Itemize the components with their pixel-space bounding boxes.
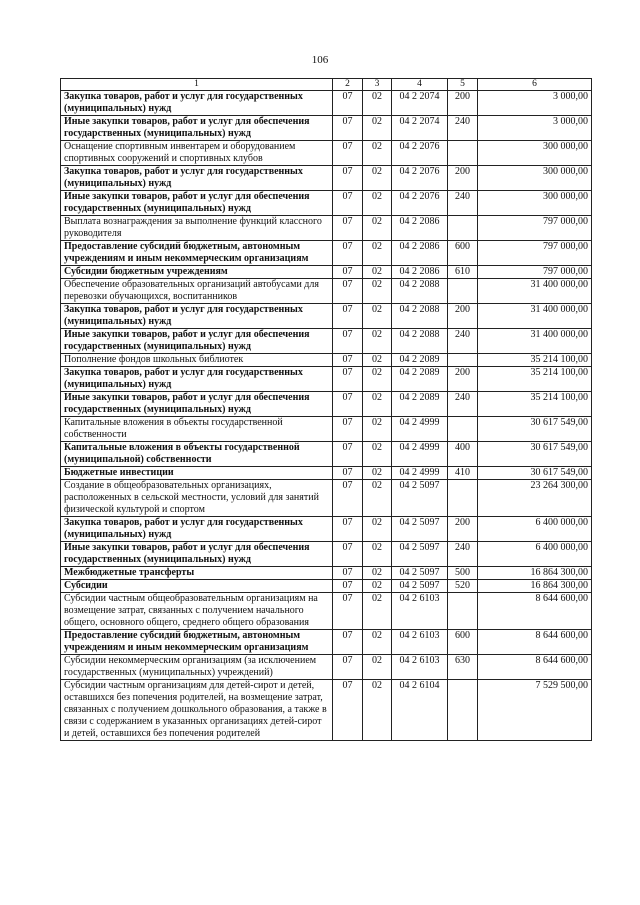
row-name-cell: Иные закупки товаров, работ и услуг для обеспечения государственных (муниципальных) нужд xyxy=(61,191,333,216)
amount-cell: 30 617 549,00 xyxy=(478,467,592,480)
table-row xyxy=(61,467,592,480)
expense-type-cell xyxy=(448,417,478,442)
row-name-cell: Иные закупки товаров, работ и услуг для обеспечения государственных (муниципальных) нужд xyxy=(61,542,333,567)
row-name-cell: Межбюджетные трансферты xyxy=(61,567,333,580)
amount-cell: 16 864 300,00 xyxy=(478,567,592,580)
amount-cell: 797 000,00 xyxy=(478,241,592,266)
row-name-cell: Субсидии бюджетным учреждениям xyxy=(61,266,333,279)
table-row xyxy=(61,417,592,442)
subsection-code-cell: 02 xyxy=(363,241,392,266)
table-row xyxy=(61,442,592,467)
section-code-cell: 07 xyxy=(333,304,363,329)
row-name-cell: Выплата вознаграждения за выполнение функций классного руководителя xyxy=(61,216,333,241)
subsection-code-cell: 02 xyxy=(363,367,392,392)
column-header: 1 xyxy=(61,79,333,91)
subsection-code-cell: 02 xyxy=(363,467,392,480)
expense-type-cell: 630 xyxy=(448,655,478,680)
section-code-cell: 07 xyxy=(333,354,363,367)
row-name-cell: Закупка товаров, работ и услуг для государственных (муниципальных) нужд xyxy=(61,91,333,116)
amount-cell: 8 644 600,00 xyxy=(478,655,592,680)
target-article-cell: 04 2 5097 xyxy=(392,480,448,517)
target-article-cell: 04 2 6103 xyxy=(392,630,448,655)
target-article-cell: 04 2 5097 xyxy=(392,567,448,580)
table-row xyxy=(61,279,592,304)
section-code-cell: 07 xyxy=(333,542,363,567)
table-row xyxy=(61,329,592,354)
subsection-code-cell: 02 xyxy=(363,91,392,116)
subsection-code-cell: 02 xyxy=(363,442,392,467)
subsection-code-cell: 02 xyxy=(363,417,392,442)
row-name-cell: Обеспечение образовательных организаций автобусами для перевозки обучающихся, воспитанников xyxy=(61,279,333,304)
table-row xyxy=(61,392,592,417)
subsection-code-cell: 02 xyxy=(363,392,392,417)
target-article-cell: 04 2 4999 xyxy=(392,467,448,480)
row-name-cell: Субсидии xyxy=(61,580,333,593)
amount-cell: 6 400 000,00 xyxy=(478,542,592,567)
amount-cell: 300 000,00 xyxy=(478,141,592,166)
amount-cell: 31 400 000,00 xyxy=(478,279,592,304)
expense-type-cell xyxy=(448,279,478,304)
section-code-cell: 07 xyxy=(333,517,363,542)
target-article-cell: 04 2 2076 xyxy=(392,166,448,191)
target-article-cell: 04 2 5097 xyxy=(392,542,448,567)
row-name-cell: Предоставление субсидий бюджетным, автономным учреждениям и иным некоммерческим организациям xyxy=(61,241,333,266)
subsection-code-cell: 02 xyxy=(363,266,392,279)
table-row xyxy=(61,630,592,655)
expense-type-cell: 410 xyxy=(448,467,478,480)
table-row xyxy=(61,266,592,279)
section-code-cell: 07 xyxy=(333,442,363,467)
expense-type-cell: 200 xyxy=(448,304,478,329)
table-row xyxy=(61,655,592,680)
subsection-code-cell: 02 xyxy=(363,216,392,241)
table-row xyxy=(61,542,592,567)
section-code-cell: 07 xyxy=(333,580,363,593)
table-row xyxy=(61,116,592,141)
target-article-cell: 04 2 2088 xyxy=(392,279,448,304)
expense-type-cell xyxy=(448,593,478,630)
subsection-code-cell: 02 xyxy=(363,354,392,367)
column-header: 2 xyxy=(333,79,363,91)
target-article-cell: 04 2 6103 xyxy=(392,655,448,680)
expense-type-cell: 240 xyxy=(448,392,478,417)
target-article-cell: 04 2 2088 xyxy=(392,304,448,329)
amount-cell: 16 864 300,00 xyxy=(478,580,592,593)
expense-type-cell: 200 xyxy=(448,367,478,392)
target-article-cell: 04 2 2074 xyxy=(392,116,448,141)
section-code-cell: 07 xyxy=(333,567,363,580)
target-article-cell: 04 2 6103 xyxy=(392,593,448,630)
expense-type-cell xyxy=(448,680,478,741)
section-code-cell: 07 xyxy=(333,191,363,216)
subsection-code-cell: 02 xyxy=(363,480,392,517)
target-article-cell: 04 2 5097 xyxy=(392,517,448,542)
amount-cell: 6 400 000,00 xyxy=(478,517,592,542)
expense-type-cell: 200 xyxy=(448,517,478,542)
target-article-cell: 04 2 4999 xyxy=(392,417,448,442)
expense-type-cell xyxy=(448,216,478,241)
target-article-cell: 04 2 2089 xyxy=(392,392,448,417)
amount-cell: 30 617 549,00 xyxy=(478,417,592,442)
expense-type-cell: 400 xyxy=(448,442,478,467)
table-row xyxy=(61,367,592,392)
table-row xyxy=(61,517,592,542)
row-name-cell: Закупка товаров, работ и услуг для государственных (муниципальных) нужд xyxy=(61,166,333,191)
row-name-cell: Бюджетные инвестиции xyxy=(61,467,333,480)
row-name-cell: Субсидии частным организациям для детей-сирот и детей, оставшихся без попечения родителей, на возмещение затрат, связанных с получением дошкольного образования, а также в связи с содержанием в указанных организациях детей-сирот и детей, оставшихся без попечения родителей xyxy=(61,680,333,741)
section-code-cell: 07 xyxy=(333,116,363,141)
section-code-cell: 07 xyxy=(333,266,363,279)
amount-cell: 31 400 000,00 xyxy=(478,304,592,329)
expense-type-cell: 200 xyxy=(448,91,478,116)
subsection-code-cell: 02 xyxy=(363,116,392,141)
section-code-cell: 07 xyxy=(333,329,363,354)
target-article-cell: 04 2 2074 xyxy=(392,91,448,116)
amount-cell: 3 000,00 xyxy=(478,91,592,116)
subsection-code-cell: 02 xyxy=(363,542,392,567)
section-code-cell: 07 xyxy=(333,417,363,442)
subsection-code-cell: 02 xyxy=(363,517,392,542)
amount-cell: 797 000,00 xyxy=(478,216,592,241)
column-header: 3 xyxy=(363,79,392,91)
section-code-cell: 07 xyxy=(333,655,363,680)
target-article-cell: 04 2 2076 xyxy=(392,141,448,166)
expense-type-cell: 240 xyxy=(448,116,478,141)
amount-cell: 8 644 600,00 xyxy=(478,593,592,630)
section-code-cell: 07 xyxy=(333,680,363,741)
row-name-cell: Иные закупки товаров, работ и услуг для обеспечения государственных (муниципальных) нужд xyxy=(61,392,333,417)
row-name-cell: Субсидии некоммерческим организациям (за исключением государственных (муниципальных) учреждений) xyxy=(61,655,333,680)
row-name-cell: Капитальные вложения в объекты государственной (муниципальной) собственности xyxy=(61,442,333,467)
subsection-code-cell: 02 xyxy=(363,567,392,580)
section-code-cell: 07 xyxy=(333,166,363,191)
row-name-cell: Оснащение спортивным инвентарем и оборудованием спортивных сооружений и спортивных клубов xyxy=(61,141,333,166)
row-name-cell: Предоставление субсидий бюджетным, автономным учреждениям и иным некоммерческим организациям xyxy=(61,630,333,655)
target-article-cell: 04 2 2089 xyxy=(392,354,448,367)
expense-type-cell: 600 xyxy=(448,241,478,266)
row-name-cell: Иные закупки товаров, работ и услуг для обеспечения государственных (муниципальных) нужд xyxy=(61,329,333,354)
table-row xyxy=(61,567,592,580)
expense-type-cell: 200 xyxy=(448,166,478,191)
table-row xyxy=(61,216,592,241)
target-article-cell: 04 2 2088 xyxy=(392,329,448,354)
subsection-code-cell: 02 xyxy=(363,630,392,655)
table-row xyxy=(61,191,592,216)
subsection-code-cell: 02 xyxy=(363,279,392,304)
table-row xyxy=(61,593,592,630)
table-row xyxy=(61,304,592,329)
subsection-code-cell: 02 xyxy=(363,166,392,191)
target-article-cell: 04 2 2086 xyxy=(392,266,448,279)
section-code-cell: 07 xyxy=(333,141,363,166)
expense-type-cell: 500 xyxy=(448,567,478,580)
amount-cell: 31 400 000,00 xyxy=(478,329,592,354)
table-header-row xyxy=(61,79,592,91)
row-name-cell: Закупка товаров, работ и услуг для государственных (муниципальных) нужд xyxy=(61,517,333,542)
section-code-cell: 07 xyxy=(333,480,363,517)
budget-table xyxy=(60,78,592,741)
column-header: 5 xyxy=(448,79,478,91)
row-name-cell: Закупка товаров, работ и услуг для государственных (муниципальных) нужд xyxy=(61,367,333,392)
amount-cell: 35 214 100,00 xyxy=(478,367,592,392)
row-name-cell: Субсидии частным общеобразовательным организациям на возмещение затрат, связанных с получением начального общего, основного общего, среднего общего образования xyxy=(61,593,333,630)
amount-cell: 30 617 549,00 xyxy=(478,442,592,467)
target-article-cell: 04 2 5097 xyxy=(392,580,448,593)
expense-type-cell xyxy=(448,354,478,367)
target-article-cell: 04 2 6104 xyxy=(392,680,448,741)
table-row xyxy=(61,354,592,367)
target-article-cell: 04 2 4999 xyxy=(392,442,448,467)
subsection-code-cell: 02 xyxy=(363,191,392,216)
table-row xyxy=(61,580,592,593)
subsection-code-cell: 02 xyxy=(363,304,392,329)
budget-table-body xyxy=(61,79,592,741)
subsection-code-cell: 02 xyxy=(363,655,392,680)
expense-type-cell: 600 xyxy=(448,630,478,655)
expense-type-cell: 240 xyxy=(448,191,478,216)
expense-type-cell xyxy=(448,141,478,166)
amount-cell: 8 644 600,00 xyxy=(478,630,592,655)
amount-cell: 300 000,00 xyxy=(478,191,592,216)
row-name-cell: Капитальные вложения в объекты государственной собственности xyxy=(61,417,333,442)
section-code-cell: 07 xyxy=(333,467,363,480)
target-article-cell: 04 2 2076 xyxy=(392,191,448,216)
table-row xyxy=(61,680,592,741)
table-row xyxy=(61,91,592,116)
target-article-cell: 04 2 2089 xyxy=(392,367,448,392)
amount-cell: 3 000,00 xyxy=(478,116,592,141)
expense-type-cell: 520 xyxy=(448,580,478,593)
amount-cell: 35 214 100,00 xyxy=(478,392,592,417)
table-row xyxy=(61,141,592,166)
row-name-cell: Создание в общеобразовательных организациях, расположенных в сельской местности, условий для занятий физической культурой и спортом xyxy=(61,480,333,517)
expense-type-cell: 240 xyxy=(448,542,478,567)
subsection-code-cell: 02 xyxy=(363,329,392,354)
amount-cell: 7 529 500,00 xyxy=(478,680,592,741)
amount-cell: 23 264 300,00 xyxy=(478,480,592,517)
row-name-cell: Закупка товаров, работ и услуг для государственных (муниципальных) нужд xyxy=(61,304,333,329)
section-code-cell: 07 xyxy=(333,367,363,392)
section-code-cell: 07 xyxy=(333,216,363,241)
subsection-code-cell: 02 xyxy=(363,141,392,166)
section-code-cell: 07 xyxy=(333,392,363,417)
section-code-cell: 07 xyxy=(333,630,363,655)
table-row xyxy=(61,241,592,266)
row-name-cell: Пополнение фондов школьных библиотек xyxy=(61,354,333,367)
section-code-cell: 07 xyxy=(333,91,363,116)
expense-type-cell: 610 xyxy=(448,266,478,279)
column-header: 4 xyxy=(392,79,448,91)
amount-cell: 300 000,00 xyxy=(478,166,592,191)
target-article-cell: 04 2 2086 xyxy=(392,241,448,266)
table-row xyxy=(61,480,592,517)
section-code-cell: 07 xyxy=(333,593,363,630)
amount-cell: 797 000,00 xyxy=(478,266,592,279)
subsection-code-cell: 02 xyxy=(363,580,392,593)
expense-type-cell xyxy=(448,480,478,517)
amount-cell: 35 214 100,00 xyxy=(478,354,592,367)
table-row xyxy=(61,166,592,191)
page-number: 106 xyxy=(311,54,329,66)
subsection-code-cell: 02 xyxy=(363,680,392,741)
column-header: 6 xyxy=(478,79,592,91)
row-name-cell: Иные закупки товаров, работ и услуг для обеспечения государственных (муниципальных) нужд xyxy=(61,116,333,141)
target-article-cell: 04 2 2086 xyxy=(392,216,448,241)
subsection-code-cell: 02 xyxy=(363,593,392,630)
section-code-cell: 07 xyxy=(333,279,363,304)
section-code-cell: 07 xyxy=(333,241,363,266)
expense-type-cell: 240 xyxy=(448,329,478,354)
